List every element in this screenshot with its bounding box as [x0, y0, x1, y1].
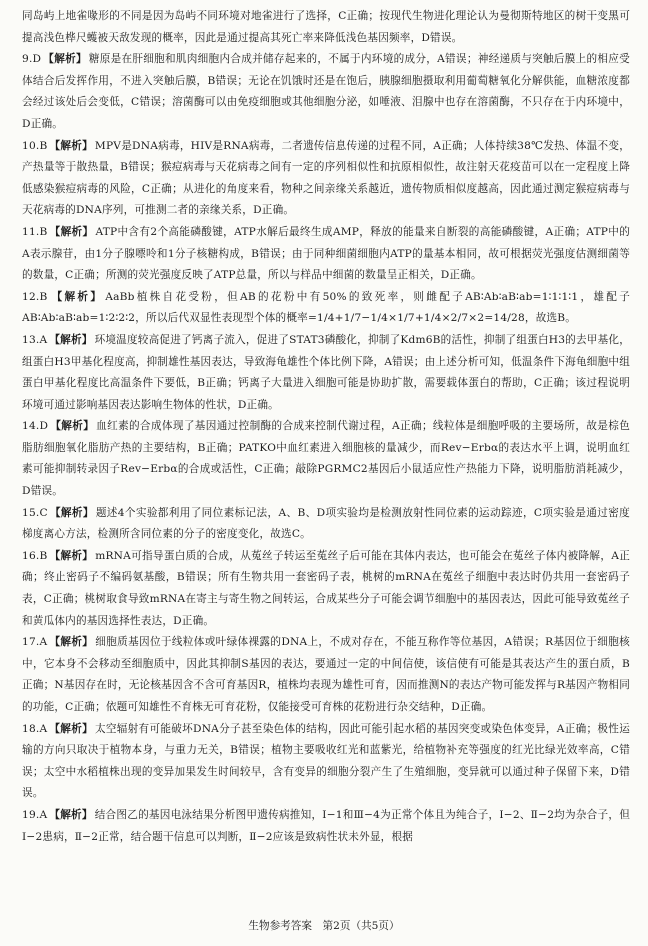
analysis-text: 题述4个实验都利用了同位素标记法，A、B、D项实验均是检测放射性同位素的运动踪迹，C项实验是通过密度梯度离心方法，检测所含同位素的分子的密度变化，故选C。 — [22, 506, 630, 541]
answer-letter: B — [39, 549, 48, 562]
question-number: 12. — [22, 290, 40, 303]
analysis-tag: 【解析】 — [50, 420, 95, 433]
answer-letter: A — [39, 636, 48, 649]
question-number: 10. — [22, 139, 40, 152]
answer-item — [22, 49, 630, 135]
answer-letter: B — [39, 225, 48, 238]
answer-item — [22, 632, 630, 718]
analysis-text: AaBb植株自花受粉，但AB的花粉中有50%的致死率，则雌配子AB∶Ab∶aB∶ab=1∶1∶1∶1，雄配子AB∶Ab∶aB∶ab=1∶2∶2∶2，所以后代双显性表现型个体的概率=1/4+1/7−1/4×1/7+1/4×2/7×2=14/28，故选B。 — [22, 290, 630, 325]
answer-letter: B — [39, 290, 48, 303]
analysis-text: 血红素的合成体现了基因通过控制酶的合成来控制代谢过程，A正确；线粒体是细胞呼吸的主要场所，故是棕色脂肪细胞氧化脂肪产热的主要结构，B正确；PATKO中血红素进入细胞核的量减少，而Rev−Erbα的表达水平上调，说明血红素可能抑制转录因子Rev−Erbα的合成或活性，C正确；敲除PGRMC2基因后小鼠适应性产热能力下降，说明脂肪消耗减少，D错误。 — [22, 420, 630, 498]
answer-item — [22, 287, 630, 330]
question-number: 14. — [22, 420, 40, 433]
analysis-text: 细胞质基因位于线粒体或叶绿体裸露的DNA上，不成对存在，不能互称作等位基因，A错误；R基因位于细胞核中，它本身不会移动至细胞质中，因此其抑制S基因的表达，要通过一定的中间信使，该信使有可能是其表达产生的蛋白质，B正确；N基因存在时，无论核基因含不含可育基因R，植株均表现为雄性可育，因而推测N的表达产物可能发挥与R基因产物相同的功能，C正确；依题可知雄性不育株无可育花粉，仅能接受可育株的花粉进行杂交结种，D正确。 — [22, 636, 630, 713]
analysis-text: 结合图乙的基因电泳结果分析图甲遗传病推知，Ⅰ−1和Ⅲ−4为正常个体且为纯合子，Ⅰ−2、Ⅱ−2均为杂合子，但Ⅰ−2患病，Ⅱ−2正常，结合题干信息可以判断，Ⅱ−2应该是致病性状未外显，根据 — [22, 808, 630, 843]
answer-list — [22, 49, 630, 848]
answer-item — [22, 330, 630, 416]
analysis-tag: 【解析】 — [49, 506, 94, 519]
analysis-text: MPV是DNA病毒，HIV是RNA病毒，二者遗传信息传递的过程不同，A正确；人体持续38℃发热、体温不变，产热量等于散热量，B错误；猴痘病毒与天花病毒之间有一定的序列相似性和抗原相似性，故注射天花疫苗可以在一定程度上降低感染猴痘病毒的风险，C正确；从进化的角度来看，物种之间亲缘关系越近，遗传物质相似度越高，因此通过测定猴痘病毒与天花病毒的DNA序列，可推测二者的亲缘关系，D正确。 — [22, 139, 630, 217]
answer-item — [22, 136, 630, 222]
analysis-tag: 【解析】 — [49, 549, 94, 562]
question-number: 17. — [22, 636, 40, 649]
analysis-tag: 【解析】 — [49, 722, 93, 735]
question-number: 15. — [22, 506, 40, 519]
answer-letter: C — [39, 506, 48, 519]
answer-item — [22, 503, 630, 546]
question-number: 13. — [22, 333, 40, 346]
answer-item — [22, 546, 630, 632]
question-number: 19. — [22, 808, 40, 821]
answer-letter: B — [39, 139, 48, 152]
question-number: 9. — [22, 53, 33, 66]
question-number: 18. — [22, 722, 40, 735]
intro-paragraph: 同岛屿上地雀喙形的不同是因为岛屿不同环境对地雀进行了选择，C正确；按现代生物进化理论认为曼彻斯特地区的树干变黑可提高浅色桦尺蠖被天敌发现的概率，因此是通过提高其死亡率来降低浅色基因频率，D错误。 — [22, 10, 630, 44]
answer-letter: D — [32, 53, 42, 66]
analysis-tag: 【解析】 — [49, 636, 94, 649]
question-number: 11. — [22, 225, 40, 238]
analysis-text: 糖原是在肝细胞和肌肉细胞内合成并储存起来的，不属于内环境的成分，A错误；神经递质与突触后膜上的相应受体结合后发挥作用，不进入突触后膜，B错误；无论在饥饿时还是在饱后，胰腺细胞摄取利用葡萄糖氧化分解供能，血糖浓度都会经过该处后会变低，C错误；溶菌酶可以由免疫细胞或其他细胞分泌，如唾液、泪腺中也存在溶菌酶，不只存在于内环境中，D正确。 — [22, 53, 630, 130]
analysis-text: ATP中含有2个高能磷酸键，ATP水解后最终生成AMP，释放的能量来自断裂的高能磷酸键，A正确；ATP中的A表示腺苷，由1分子腺嘌呤和1分子核糖构成，B错误；由于同种细菌细胞内ATP的量基本相同，故可根据荧光强度估测细菌等的数量，C正确；所测的荧光强度反映了ATP总量，所以与样品中细菌的数量呈正相关，D正确。 — [22, 225, 630, 282]
analysis-tag: 【解析】 — [49, 139, 93, 152]
answer-letter: D — [39, 420, 49, 433]
analysis-tag: 【解析】 — [49, 290, 104, 303]
answer-item — [22, 416, 630, 502]
analysis-tag: 【解析】 — [43, 53, 87, 66]
question-number: 16. — [22, 549, 40, 562]
answer-letter: A — [39, 808, 48, 821]
answer-item — [22, 805, 630, 848]
analysis-text: 太空辐射有可能破坏DNA分子甚至染色体的结构，因此可能引起水稻的基因突变或染色体变异，A正确；极性运输的方向只取决于植物本身，与重力无关，B错误；植物主要吸收红光和蓝紫光，给植物补充等强度的红光比绿光效率高，C错误；太空中水稻植株出现的变异加果发生时间较早，含有变异的细胞分裂产生了生殖细胞，变异就可以通过种子保留下来，D错误。 — [22, 722, 630, 800]
answer-letter: A — [39, 722, 48, 735]
page-footer: 生物参考答案 第2页（共5页） — [248, 920, 400, 932]
analysis-text: 环境温度较高促进了钙离子流入，促进了STAT3磷酸化，抑制了Kdm6B的活性，抑制了组蛋白H3的去甲基化，组蛋白H3甲基化程度高，抑制雄性基因表达，导致海龟雄性个体比例下降，A错误；由上述分析可知，低温条件下海龟细胞中组蛋白甲基化程度比高温条件下要低，B正确；钙离子大量进入细胞可能是协助扩散，需要载体蛋白的帮助，C正确；该过程说明环境可通过影响基因表达影响生物体的性状，D正确。 — [22, 333, 630, 411]
answer-item — [22, 719, 630, 805]
analysis-tag: 【解析】 — [49, 333, 93, 346]
answer-item — [22, 222, 630, 287]
analysis-tag: 【解析】 — [49, 808, 93, 821]
analysis-tag: 【解析】 — [49, 225, 94, 238]
answer-letter: A — [39, 333, 48, 346]
analysis-text: mRNA可指导蛋白质的合成，从菟丝子转运至菟丝子后可能在其体内表达，也可能会在菟丝子体内被降解，A正确；终止密码子不编码氨基酸，B错误；所有生物共用一套密码子表，桃树的mRNA在菟丝子细胞中表达时仍共用一套密码子表，C正确；桃树取食导致mRNA在寄主与寄生物之间转运，合成某些分子可能会调节细胞中的基因表达，因此可能导致菟丝子和黄瓜体内的基因选择性表达，D正确。 — [22, 549, 630, 627]
